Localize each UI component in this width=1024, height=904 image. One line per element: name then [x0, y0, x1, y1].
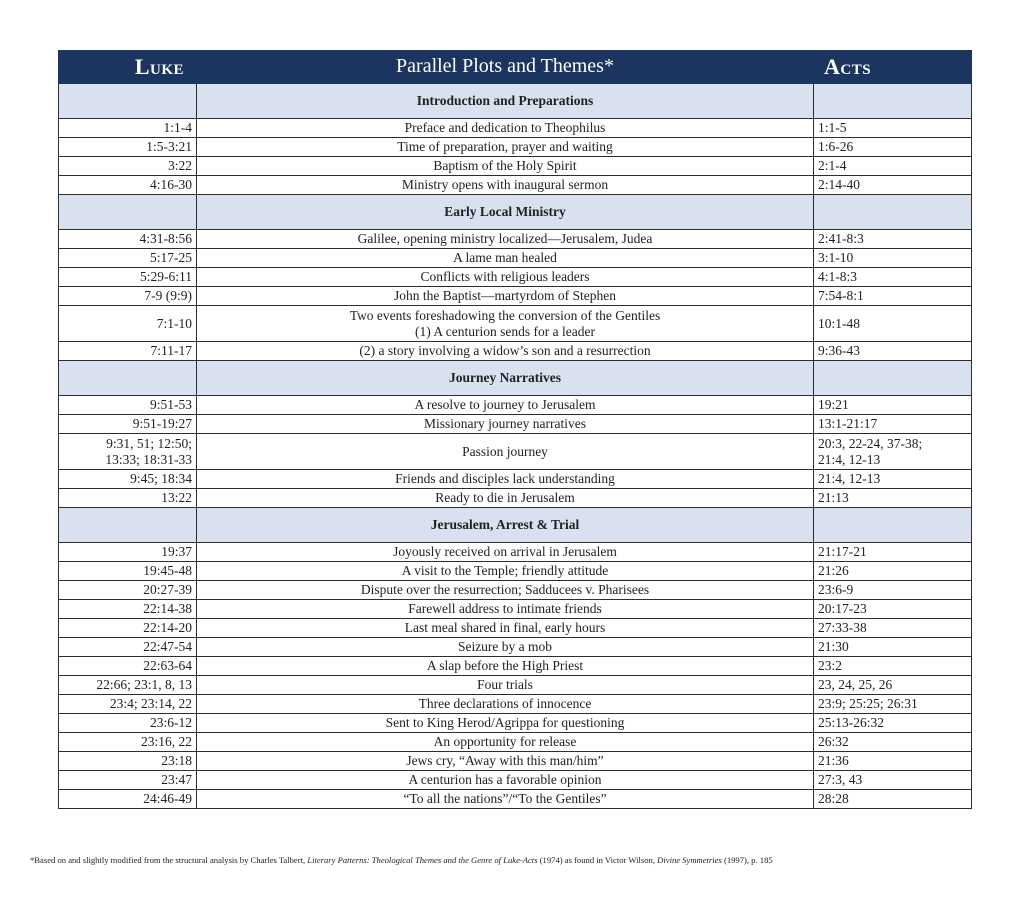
theme-reference-cell: [197, 230, 814, 249]
acts-reference-cell: [814, 157, 972, 176]
luke-text: 13:22: [161, 490, 192, 506]
section-blank-cell: [814, 361, 972, 396]
luke-reference-cell: [59, 619, 197, 638]
table-row: [59, 138, 972, 157]
acts-text: 21:30: [818, 639, 849, 655]
theme-reference-cell: [197, 562, 814, 581]
section-header-row: [59, 508, 972, 543]
acts-reference-cell: [814, 543, 972, 562]
theme-reference-cell: [197, 638, 814, 657]
theme-text: Sent to King Herod/Agrippa for questioning: [385, 715, 625, 731]
luke-reference-cell: [59, 470, 197, 489]
acts-text: 13:1-21:17: [818, 416, 878, 432]
luke-text: 20:27-39: [143, 582, 192, 598]
luke-reference-cell: [59, 176, 197, 195]
luke-text: 23:16, 22: [140, 734, 192, 750]
luke-text: 1:5-3:21: [146, 139, 192, 155]
acts-text: 1:6-26: [818, 139, 854, 155]
luke-text: 9:31, 51; 12:50;: [106, 436, 192, 451]
theme-reference-cell: [197, 249, 814, 268]
acts-text: 20:3, 22-24, 37-38;: [818, 436, 923, 451]
luke-reference-cell: [59, 581, 197, 600]
acts-reference-cell: [814, 396, 972, 415]
table-row: [59, 230, 972, 249]
theme-text: Three declarations of innocence: [418, 696, 592, 712]
luke-text: 23:6-12: [150, 715, 192, 731]
section-blank-cell: [59, 508, 197, 543]
acts-reference-cell: [814, 619, 972, 638]
table-row: [59, 638, 972, 657]
theme-text: Ready to die in Jerusalem: [435, 490, 575, 506]
luke-text: 4:31-8:56: [139, 231, 192, 247]
luke-text: 3:22: [167, 158, 192, 174]
acts-text: 19:21: [818, 397, 849, 413]
acts-reference-cell: [814, 733, 972, 752]
table-row: [59, 600, 972, 619]
theme-reference-cell: [197, 600, 814, 619]
theme-text: (1) A centurion sends for a leader: [415, 323, 595, 339]
luke-reference-cell: [59, 695, 197, 714]
acts-text: 21:13: [818, 490, 849, 506]
acts-reference-cell: [814, 562, 972, 581]
theme-text: A visit to the Temple; friendly attitude: [401, 563, 609, 579]
table-row: [59, 249, 972, 268]
acts-reference-cell: [814, 676, 972, 695]
acts-text: 2:41-8:3: [818, 231, 864, 247]
footnote-prefix: *Based on and slightly modified from the structural analysis by Charles Talbert,: [30, 855, 308, 865]
theme-reference-cell: [197, 119, 814, 138]
luke-reference-cell: [59, 638, 197, 657]
luke-reference-cell: [59, 657, 197, 676]
table-row: [59, 342, 972, 361]
footnote-middle: (1974) as found in Victor Wilson,: [537, 855, 658, 865]
theme-reference-cell: [197, 657, 814, 676]
section-blank-cell: [814, 195, 972, 230]
section-blank-cell: [59, 84, 197, 119]
table-row: [59, 695, 972, 714]
footnote-book-title: Divine Symmetries: [657, 855, 722, 865]
theme-text: Galilee, opening ministry localized—Jerusalem, Judea: [357, 231, 653, 247]
theme-reference-cell: [197, 771, 814, 790]
luke-text: 19:37: [161, 544, 192, 560]
section-header-row: [59, 361, 972, 396]
luke-reference-cell: [59, 268, 197, 287]
luke-reference-cell: [59, 434, 197, 470]
theme-text: Time of preparation, prayer and waiting: [397, 139, 613, 155]
luke-reference-cell: [59, 415, 197, 434]
acts-text: 10:1-48: [818, 315, 860, 331]
table-row: [59, 771, 972, 790]
acts-text: 21:17-21: [818, 544, 867, 560]
theme-text: A slap before the High Priest: [426, 658, 584, 674]
acts-reference-cell: [814, 771, 972, 790]
section-header-row: [59, 84, 972, 119]
acts-text: 21:26: [818, 563, 849, 579]
table-row: [59, 434, 972, 470]
acts-text: 2:14-40: [818, 177, 860, 193]
table-row: [59, 676, 972, 695]
luke-reference-cell: [59, 287, 197, 306]
theme-text: A centurion has a favorable opinion: [408, 772, 602, 788]
acts-reference-cell: [814, 752, 972, 771]
theme-text: Joyously received on arrival in Jerusalem: [393, 544, 617, 560]
table-row: [59, 268, 972, 287]
acts-text: 23:6-9: [818, 582, 854, 598]
theme-text: A lame man healed: [453, 250, 557, 266]
table-row: [59, 119, 972, 138]
acts-text: 3:1-10: [818, 250, 854, 266]
luke-reference-cell: [59, 600, 197, 619]
theme-reference-cell: [197, 176, 814, 195]
theme-text: Missionary journey narratives: [424, 416, 586, 432]
table-row: [59, 657, 972, 676]
theme-text: An opportunity for release: [433, 734, 577, 750]
luke-reference-cell: [59, 543, 197, 562]
acts-reference-cell: [814, 434, 972, 470]
luke-reference-cell: [59, 790, 197, 809]
luke-text: 7-9 (9:9): [144, 288, 192, 304]
theme-text: Friends and disciples lack understanding: [395, 471, 615, 487]
footnote: [30, 855, 1020, 865]
theme-reference-cell: [197, 543, 814, 562]
section-title: Jerusalem, Arrest & Trial: [197, 508, 814, 543]
acts-text: 23:2: [818, 658, 843, 674]
theme-reference-cell: [197, 714, 814, 733]
luke-reference-cell: [59, 489, 197, 508]
theme-reference-cell: [197, 287, 814, 306]
footnote-suffix: (1997), p. 185: [721, 855, 773, 865]
luke-text: 22:14-38: [143, 601, 192, 617]
theme-reference-cell: [197, 581, 814, 600]
acts-text: 7:54-8:1: [818, 288, 864, 304]
acts-text: 9:36-43: [818, 343, 860, 359]
acts-text: 20:17-23: [818, 601, 867, 617]
table-row: [59, 543, 972, 562]
luke-reference-cell: [59, 157, 197, 176]
luke-reference-cell: [59, 562, 197, 581]
acts-text: 21:4, 12-13: [818, 451, 881, 467]
luke-reference-cell: [59, 119, 197, 138]
table-row: [59, 752, 972, 771]
theme-reference-cell: [197, 733, 814, 752]
theme-text: “To all the nations”/“To the Gentiles”: [403, 791, 607, 807]
luke-text: 1:1-4: [163, 120, 192, 136]
luke-text: 22:66; 23:1, 8, 13: [96, 677, 192, 693]
table-row: [59, 562, 972, 581]
acts-reference-cell: [814, 138, 972, 157]
acts-column-header: Acts: [814, 51, 972, 84]
table-row: [59, 176, 972, 195]
luke-reference-cell: [59, 230, 197, 249]
theme-reference-cell: [197, 138, 814, 157]
theme-reference-cell: [197, 415, 814, 434]
luke-text: 5:17-25: [150, 250, 192, 266]
luke-reference-cell: [59, 771, 197, 790]
acts-text: 2:1-4: [818, 158, 847, 174]
footnote-book-title: Literary Patterns: Theological Themes and the Genre of Luke-Acts: [307, 855, 538, 865]
acts-text: 23:9; 25:25; 26:31: [818, 696, 918, 712]
theme-text: John the Baptist—martyrdom of Stephen: [394, 288, 616, 304]
section-title: Journey Narratives: [197, 361, 814, 396]
theme-text: Farewell address to intimate friends: [408, 601, 602, 617]
theme-reference-cell: [197, 306, 814, 342]
luke-reference-cell: [59, 733, 197, 752]
section-header-row: [59, 195, 972, 230]
luke-text: 23:47: [161, 772, 192, 788]
luke-text: 13:33; 18:31-33: [105, 451, 192, 467]
acts-text: 27:3, 43: [818, 772, 863, 788]
table-row: [59, 733, 972, 752]
luke-reference-cell: [59, 249, 197, 268]
acts-text: 25:13-26:32: [818, 715, 884, 731]
table-title: Parallel Plots and Themes*: [197, 51, 814, 84]
theme-reference-cell: [197, 268, 814, 287]
section-blank-cell: [59, 361, 197, 396]
acts-reference-cell: [814, 119, 972, 138]
luke-reference-cell: [59, 342, 197, 361]
luke-text: 23:18: [161, 753, 192, 769]
acts-reference-cell: [814, 657, 972, 676]
theme-text: Seizure by a mob: [457, 639, 553, 655]
acts-text: 21:4, 12-13: [818, 471, 881, 487]
acts-text: 28:28: [818, 791, 849, 807]
section-title: Early Local Ministry: [197, 195, 814, 230]
table-header: [59, 51, 972, 84]
luke-text: 22:63-64: [143, 658, 192, 674]
luke-reference-cell: [59, 306, 197, 342]
theme-text: Four trials: [477, 677, 533, 693]
table-row: [59, 714, 972, 733]
theme-text: Last meal shared in final, early hours: [404, 620, 606, 636]
theme-reference-cell: [197, 676, 814, 695]
theme-reference-cell: [197, 434, 814, 470]
acts-text: 1:1-5: [818, 120, 847, 136]
luke-column-header: Luke: [59, 51, 197, 84]
luke-text: 22:47-54: [143, 639, 192, 655]
acts-text: 21:36: [818, 753, 849, 769]
acts-reference-cell: [814, 695, 972, 714]
theme-reference-cell: [197, 619, 814, 638]
table-row: [59, 396, 972, 415]
acts-reference-cell: [814, 714, 972, 733]
theme-text: Ministry opens with inaugural sermon: [401, 177, 609, 193]
luke-text: 7:1-10: [156, 315, 192, 331]
acts-reference-cell: [814, 638, 972, 657]
theme-text: Two events foreshadowing the conversion of the Gentiles: [349, 308, 661, 323]
acts-reference-cell: [814, 268, 972, 287]
parallel-table: [58, 50, 972, 809]
table-row: [59, 306, 972, 342]
table-row: [59, 287, 972, 306]
table-row: [59, 790, 972, 809]
luke-text: 22:14-20: [143, 620, 192, 636]
luke-text: 9:45; 18:34: [130, 471, 192, 487]
table-row: [59, 415, 972, 434]
section-title: Introduction and Preparations: [197, 84, 814, 119]
table-row: [59, 619, 972, 638]
theme-text: Baptism of the Holy Spirit: [433, 158, 577, 174]
acts-reference-cell: [814, 790, 972, 809]
theme-text: Jews cry, “Away with this man/him”: [406, 753, 604, 769]
acts-reference-cell: [814, 342, 972, 361]
acts-reference-cell: [814, 581, 972, 600]
theme-reference-cell: [197, 489, 814, 508]
acts-reference-cell: [814, 489, 972, 508]
acts-reference-cell: [814, 287, 972, 306]
theme-reference-cell: [197, 790, 814, 809]
luke-reference-cell: [59, 714, 197, 733]
theme-text: (2) a story involving a widow’s son and a resurrection: [359, 343, 651, 359]
theme-reference-cell: [197, 470, 814, 489]
table-body: [59, 84, 972, 809]
acts-text: 26:32: [818, 734, 849, 750]
theme-text: Passion journey: [462, 443, 548, 459]
acts-text: 23, 24, 25, 26: [818, 677, 893, 693]
acts-reference-cell: [814, 230, 972, 249]
acts-reference-cell: [814, 600, 972, 619]
acts-reference-cell: [814, 176, 972, 195]
theme-reference-cell: [197, 752, 814, 771]
luke-reference-cell: [59, 676, 197, 695]
section-blank-cell: [814, 84, 972, 119]
luke-reference-cell: [59, 396, 197, 415]
luke-text: 7:11-17: [150, 343, 192, 359]
luke-text: 9:51-19:27: [132, 416, 192, 432]
acts-reference-cell: [814, 470, 972, 489]
acts-text: 4:1-8:3: [818, 269, 857, 285]
table-row: [59, 581, 972, 600]
luke-text: 5:29-6:11: [140, 269, 192, 285]
acts-text: 27:33-38: [818, 620, 867, 636]
section-blank-cell: [814, 508, 972, 543]
luke-reference-cell: [59, 138, 197, 157]
acts-reference-cell: [814, 249, 972, 268]
table-row: [59, 470, 972, 489]
theme-reference-cell: [197, 157, 814, 176]
theme-reference-cell: [197, 695, 814, 714]
acts-reference-cell: [814, 306, 972, 342]
table-row: [59, 489, 972, 508]
header-row: [59, 51, 972, 84]
luke-text: 24:46-49: [143, 791, 192, 807]
table-row: [59, 157, 972, 176]
luke-text: 23:4; 23:14, 22: [109, 696, 192, 712]
theme-text: Dispute over the resurrection; Sadducees v. Pharisees: [360, 582, 650, 598]
luke-text: 9:51-53: [150, 397, 192, 413]
theme-text: Conflicts with religious leaders: [420, 269, 590, 285]
luke-text: 19:45-48: [143, 563, 192, 579]
section-blank-cell: [59, 195, 197, 230]
theme-text: Preface and dedication to Theophilus: [404, 120, 606, 136]
acts-reference-cell: [814, 415, 972, 434]
luke-text: 4:16-30: [150, 177, 192, 193]
luke-reference-cell: [59, 752, 197, 771]
theme-reference-cell: [197, 396, 814, 415]
theme-reference-cell: [197, 342, 814, 361]
theme-text: A resolve to journey to Jerusalem: [414, 397, 596, 413]
